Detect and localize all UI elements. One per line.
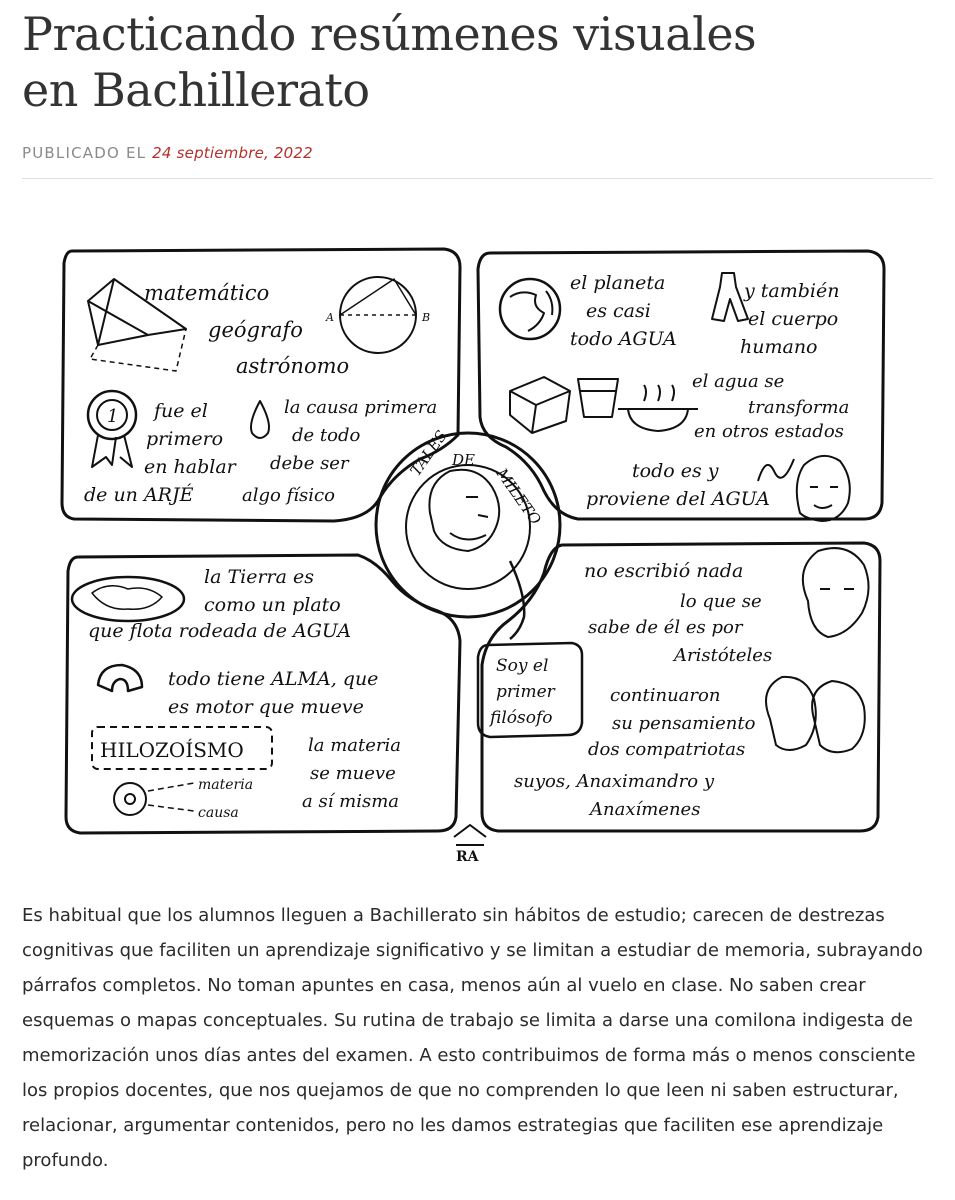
post-title-line-2: en Bachillerato — [22, 63, 370, 117]
continued-line-5: Anaxímenes — [590, 799, 701, 820]
transform-line-2: transforma — [748, 397, 850, 418]
planet-line-2: es casi — [586, 300, 651, 322]
visual-summary-illustration — [58, 245, 890, 865]
first-line-2: primero — [146, 428, 224, 450]
coin-portrait — [429, 470, 499, 551]
first-line-4: de un ARJÉ — [84, 484, 194, 506]
published-label: PUBLICADO EL — [22, 144, 147, 162]
signature-text: RA — [456, 849, 479, 865]
badge-number: 1 — [107, 406, 119, 427]
matter-line-2: se mueve — [310, 763, 396, 784]
header-divider — [22, 178, 933, 179]
bubble-line-2: primer — [496, 682, 555, 702]
speech-tail — [510, 561, 524, 639]
earth-line-2: como un plato — [204, 594, 341, 616]
legend-materia: materia — [198, 777, 254, 793]
legend-causa: causa — [198, 805, 239, 821]
body-line-1: y también — [744, 280, 840, 302]
cause-line-1: la causa primera — [284, 397, 438, 418]
glass-icon — [578, 379, 618, 417]
article-paragraph: Es habitual que los alumnos lleguen a Bachillerato sin hábitos de estudio; carecen de destrezas cognitivas que faciliten un aprendizaje significativo y se limitan a estudiar de memoria, subrayando párrafos completos. No toman apuntes en casa, menos aún al vuelo en clase. No saben crear esquemas o mapas conceptuales. Su rutina de trabajo se limita a darse una comilona indigesta de memorización unos días antes del examen. A esto contribuimos de forma más o menos consciente los propios docentes, que nos quejamos de que no comprenden lo que leen ni saben estructurar, relacionar, argumentar contenidos, pero no les damos estrategias que faciliten ese aprendizaje profundo. — [22, 905, 923, 1171]
matter-line-3: a sí misma — [302, 791, 400, 812]
planet-line-3: todo AGUA — [570, 328, 677, 350]
earth-plate-icon — [72, 577, 184, 621]
bubble-line-3: filósofo — [490, 708, 553, 728]
pot-icon — [618, 385, 698, 431]
signature-mark — [454, 825, 486, 845]
ice-cube-icon — [510, 377, 570, 433]
circle-label-b: B — [422, 311, 431, 324]
body-line-2: el cuerpo — [748, 308, 839, 330]
everything-line-1: todo es y — [632, 460, 719, 482]
thales-portrait-top-right — [797, 456, 850, 521]
aristotle-line-3: Aristóteles — [674, 645, 773, 666]
role-mathematician: matemático — [144, 281, 270, 305]
coin-text-de: DE — [452, 451, 475, 469]
continued-line-3: dos compatriotas — [588, 739, 746, 760]
circle-label-a: A — [326, 311, 334, 324]
continued-line-4: suyos, Anaximandro y — [514, 771, 714, 792]
thales-sketch-svg — [58, 245, 890, 865]
transform-line-3: en otros estados — [694, 421, 844, 442]
role-geographer: geógrafo — [208, 318, 303, 342]
cause-line-4: algo físico — [242, 485, 335, 506]
magnet-icon — [98, 665, 142, 691]
first-line-3: en hablar — [144, 456, 236, 478]
soul-line-2: es motor que mueve — [168, 696, 364, 718]
body-line-3: humano — [740, 336, 818, 358]
aristotle-portrait — [803, 548, 869, 637]
coin-text-mileto: MILETO — [492, 464, 545, 529]
post-meta — [22, 144, 313, 162]
aristotle-line-1: lo que se — [680, 591, 762, 612]
human-figure-icon — [712, 273, 748, 321]
published-date-link[interactable]: 24 septiembre, 2022 — [152, 144, 313, 162]
everything-line-2: proviene del AGUA — [586, 488, 770, 510]
drop-icon — [251, 401, 269, 438]
post-title — [22, 6, 756, 118]
planet-line-1: el planeta — [570, 272, 666, 294]
earth-line-3: que flota rodeada de AGUA — [88, 620, 352, 642]
hylozoism-label: HILOZOÍSMO — [100, 738, 244, 762]
cause-line-2: de todo — [292, 425, 361, 446]
compatriots-portraits — [766, 677, 865, 752]
post-title-line-1: Practicando resúmenes visuales — [22, 7, 757, 61]
matter-target-icon — [114, 783, 146, 815]
bubble-line-1: Soy el — [496, 656, 549, 676]
first-line-1: fue el — [154, 400, 208, 422]
continued-line-2: su pensamiento — [612, 713, 756, 734]
transform-line-1: el agua se — [692, 371, 785, 392]
no-writing-text: no escribió nada — [584, 560, 744, 582]
matter-line-1: la materia — [308, 735, 401, 756]
cause-line-3: debe ser — [270, 453, 349, 474]
soul-line-1: todo tiene ALMA, que — [168, 668, 379, 690]
role-astronomer: astrónomo — [236, 354, 350, 378]
aristotle-line-2: sabe de él es por — [588, 617, 743, 638]
coin-text-tales: TALES — [406, 427, 451, 480]
continued-line-1: continuaron — [610, 685, 721, 706]
earth-line-1: la Tierra es — [204, 566, 314, 588]
